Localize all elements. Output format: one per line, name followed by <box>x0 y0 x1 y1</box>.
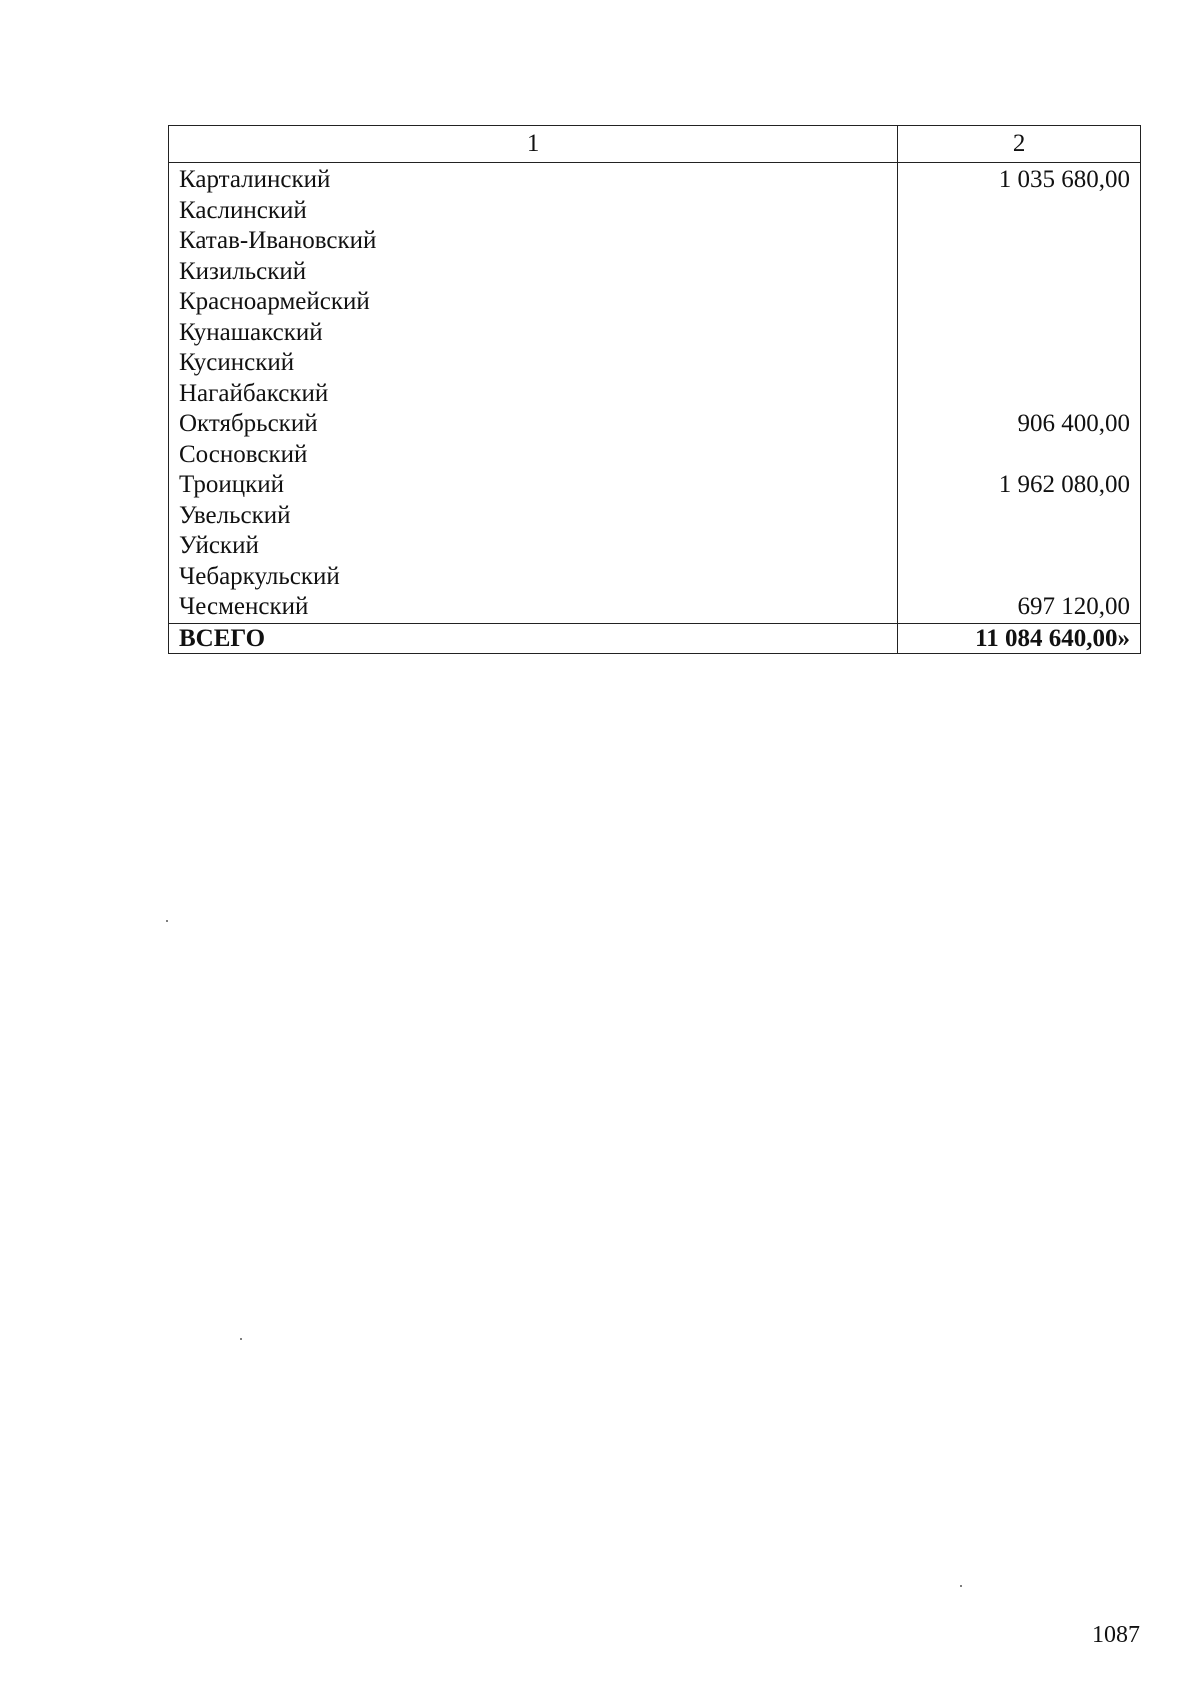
district-name: Катав-Ивановский <box>169 226 898 257</box>
table-row <box>169 226 1141 257</box>
table-row <box>169 257 1141 288</box>
page-number: 1087 <box>1092 1622 1140 1648</box>
district-amount <box>898 196 1141 227</box>
scan-speck <box>240 1338 242 1340</box>
total-amount: 11 084 640,00» <box>898 623 1141 653</box>
table-row <box>169 196 1141 227</box>
table-row <box>169 501 1141 532</box>
table-footer <box>169 623 1141 653</box>
scan-speck <box>960 1585 962 1587</box>
table-body <box>169 163 1141 624</box>
district-amount <box>898 257 1141 288</box>
district-amount <box>898 531 1141 562</box>
table-row <box>169 470 1141 501</box>
table-row <box>169 348 1141 379</box>
district-name: Красноармейский <box>169 287 898 318</box>
district-name: Октябрьский <box>169 409 898 440</box>
table-row <box>169 440 1141 471</box>
district-name: Чебаркульский <box>169 562 898 593</box>
district-amount <box>898 226 1141 257</box>
district-amount <box>898 348 1141 379</box>
table-row <box>169 562 1141 593</box>
table-header <box>169 126 1141 163</box>
district-name: Кунашакский <box>169 318 898 349</box>
district-amount <box>898 501 1141 532</box>
table-row <box>169 318 1141 349</box>
table-row <box>169 409 1141 440</box>
district-amount: 1 035 680,00 <box>898 163 1141 196</box>
district-name: Троицкий <box>169 470 898 501</box>
district-name: Кизильский <box>169 257 898 288</box>
district-name: Карталинский <box>169 163 898 196</box>
table-row <box>169 592 1141 623</box>
district-amount: 906 400,00 <box>898 409 1141 440</box>
district-name: Нагайбакский <box>169 379 898 410</box>
district-name: Чесменский <box>169 592 898 623</box>
table-row <box>169 379 1141 410</box>
district-name: Уйский <box>169 531 898 562</box>
district-name: Кусинский <box>169 348 898 379</box>
total-label: ВСЕГО <box>169 623 898 653</box>
district-amount: 697 120,00 <box>898 592 1141 623</box>
district-name: Каслинский <box>169 196 898 227</box>
district-amount <box>898 440 1141 471</box>
header-row <box>169 126 1141 163</box>
district-amount <box>898 379 1141 410</box>
total-row <box>169 623 1141 653</box>
table-row <box>169 287 1141 318</box>
table-row <box>169 531 1141 562</box>
district-amount <box>898 287 1141 318</box>
district-name: Сосновский <box>169 440 898 471</box>
district-name: Увельский <box>169 501 898 532</box>
table-row <box>169 163 1141 196</box>
district-amount <box>898 318 1141 349</box>
allocation-table <box>168 125 1141 654</box>
district-amount <box>898 562 1141 593</box>
header-col-2: 2 <box>898 126 1141 163</box>
scan-speck <box>166 920 168 922</box>
header-col-1: 1 <box>169 126 898 163</box>
district-amount: 1 962 080,00 <box>898 470 1141 501</box>
